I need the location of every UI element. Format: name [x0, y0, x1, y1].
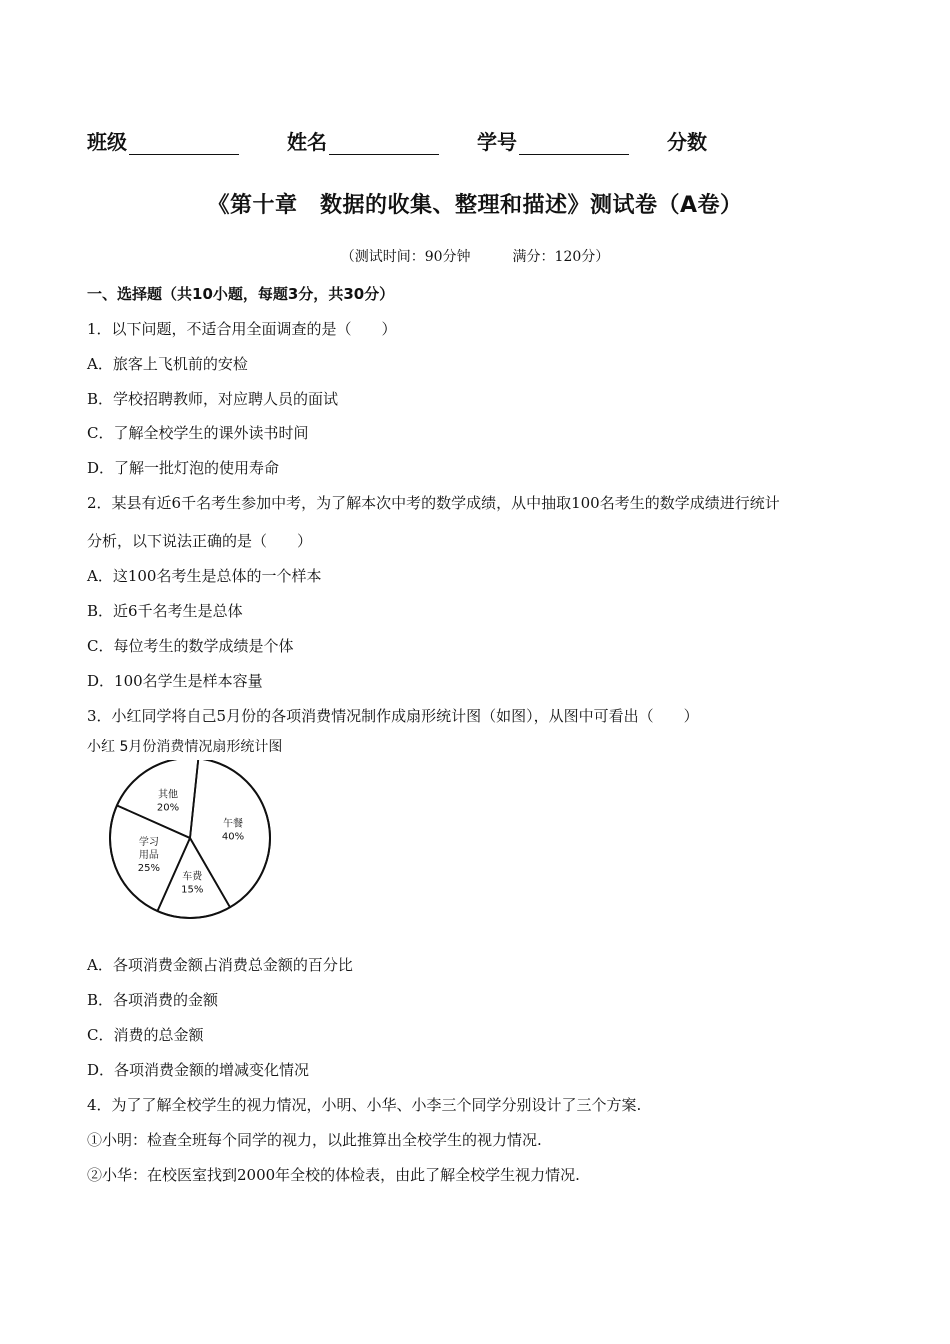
q4-plan-2: ②小华：在校医室找到2000年全校的体检表，由此了解全校学生视力情况. — [87, 1166, 580, 1184]
pie-slice-label-3: 其他 — [158, 789, 178, 801]
pie-slice-value-3: 20% — [156, 802, 180, 814]
student-id-field — [477, 126, 629, 155]
pie-chart-title: 小红 5月份消费情况扇形统计图 — [87, 739, 283, 755]
q4-plan-1: ①小明：检查全班每个同学的视力，以此推算出全校学生的视力情况. — [87, 1131, 542, 1149]
class-label: 班级 — [87, 130, 127, 154]
q1-stem: 1．以下问题，不适合用全面调查的是（ ） — [87, 320, 397, 338]
q2-option-d: D．100名学生是样本容量 — [87, 672, 263, 690]
q3-option-c: C．消费的总金额 — [87, 1026, 204, 1044]
q1-option-c: C．了解全校学生的课外读书时间 — [87, 424, 309, 442]
q2-stem-line1: 2．某县有近6千名考生参加中考，为了解本次中考的数学成绩，从中抽取100名考生的数学成绩进行统计 — [87, 494, 780, 512]
q2-option-a: A．这100名考生是总体的一个样本 — [87, 567, 322, 585]
score-label: 分数 — [667, 130, 707, 154]
q3-option-a: A．各项消费金额占消费总金额的百分比 — [87, 956, 353, 974]
q3-stem: 3．小红同学将自己5月份的各项消费情况制作成扇形统计图（如图），从图中可看出（ ） — [87, 707, 699, 725]
pie-chart — [87, 760, 287, 936]
q2-stem-line2: 分析，以下说法正确的是（ ） — [87, 532, 313, 550]
student-id-label: 学号 — [477, 130, 517, 154]
exam-subtitle: （测试时间：90分钟 满分：120分） — [340, 249, 610, 265]
q2-option-b: B．近6千名考生是总体 — [87, 602, 243, 620]
student-info-header — [87, 126, 787, 156]
class-field — [87, 126, 239, 155]
name-field — [287, 126, 439, 155]
pie-slice-value-2: 25% — [137, 862, 161, 874]
pie-slice-label-1: 车费 — [182, 871, 203, 883]
q2-option-c: C．每位考生的数学成绩是个体 — [87, 637, 294, 655]
section-heading: 一、选择题（共10小题，每题3分，共30分） — [87, 285, 395, 303]
pie-slice-value-0: 40% — [221, 831, 245, 843]
q1-option-d: D．了解一批灯泡的使用寿命 — [87, 459, 280, 477]
name-label: 姓名 — [287, 130, 327, 154]
name-blank[interactable] — [329, 132, 439, 155]
pie-slice-label-2: 学习 — [138, 836, 159, 848]
q1-option-b: B．学校招聘教师，对应聘人员的面试 — [87, 390, 339, 408]
q1-option-a: A．旅客上飞机前的安检 — [87, 355, 248, 373]
class-blank[interactable] — [129, 132, 239, 155]
q3-option-d: D．各项消费金额的增减变化情况 — [87, 1061, 310, 1079]
score-field — [667, 126, 707, 155]
pie-slice-value-1: 15% — [181, 884, 204, 896]
pie-slice-label-0: 午餐 — [223, 818, 244, 830]
student-id-blank[interactable] — [519, 132, 629, 155]
pie-slice-label-2: 用品 — [138, 849, 159, 861]
pie-chart-figure — [87, 736, 307, 936]
q3-option-b: B．各项消费的金额 — [87, 991, 219, 1009]
q4-stem: 4．为了了解全校学生的视力情况，小明、小华、小李三个同学分别设计了三个方案. — [87, 1096, 642, 1114]
exam-title: 《第十章 数据的收集、整理和描述》测试卷（A卷） — [207, 193, 743, 218]
